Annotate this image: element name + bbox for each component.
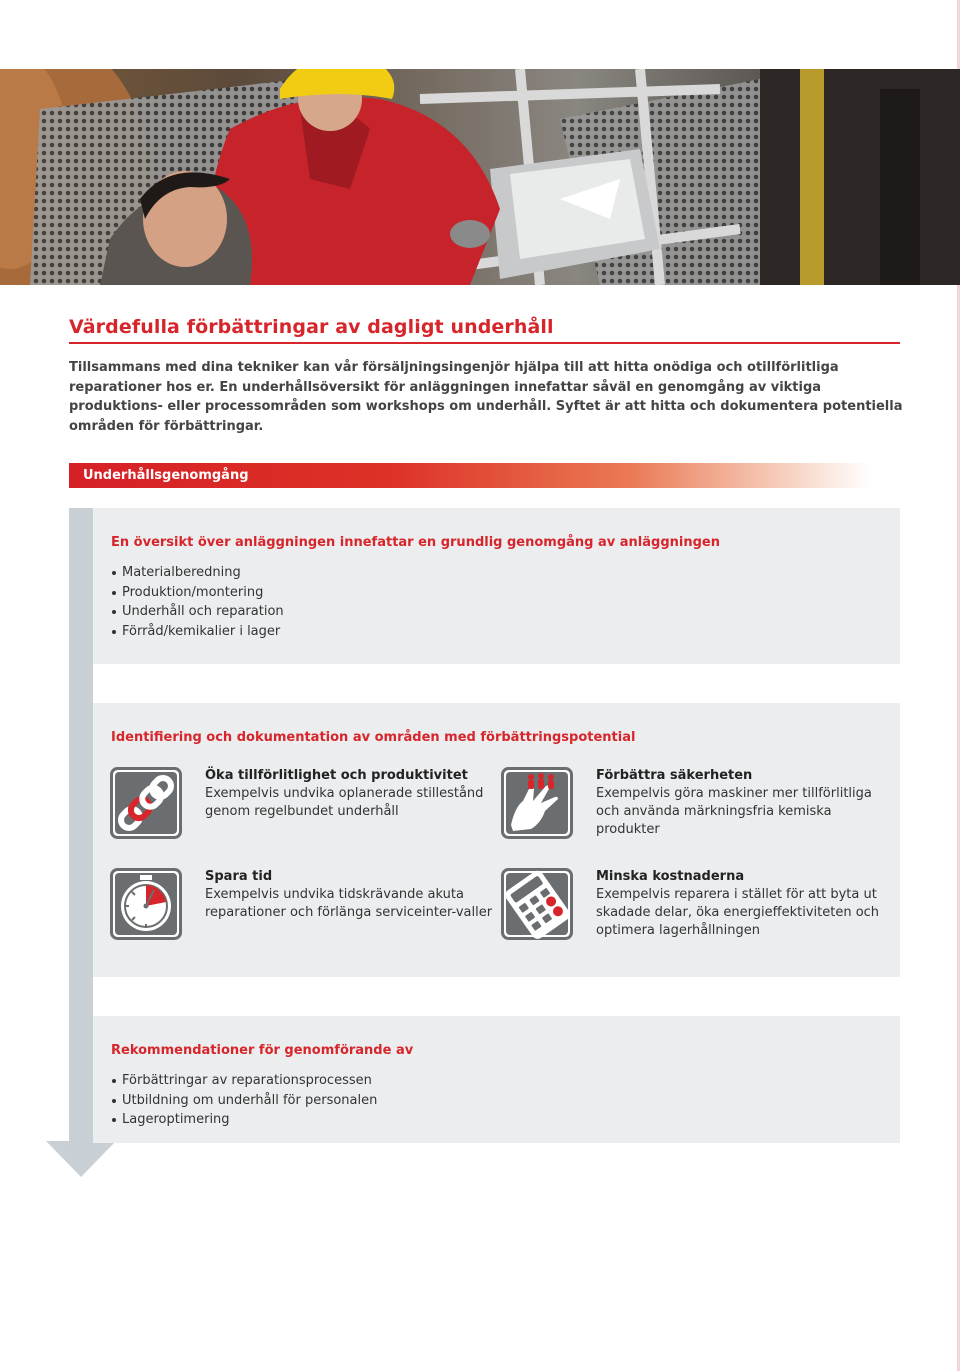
safety-hand-icon xyxy=(501,767,573,839)
overview-title: En översikt över anläggningen innefattar en grundlig genomgång av anläggningen xyxy=(111,535,720,550)
benefit-time xyxy=(110,868,493,944)
banner-label: Underhållsgenomgång xyxy=(83,468,249,483)
title-divider xyxy=(69,342,900,344)
section-banner xyxy=(69,463,871,488)
intro-paragraph: Tillsammans med dina tekniker kan vår försäljningsingenjör hjälpa till att hitta onödiga och otillförlitliga reparationer hos er. En underhållsöversikt för anläggningen innefattar såväl en genomgång av viktiga produktions- eller processområden som workshops om underhåll. Syftet är att hitta och dokumentera potentiella områden för förbättringar. xyxy=(69,360,903,434)
identification-title: Identifiering och dokumentation av områden med förbättringspotential xyxy=(111,730,636,745)
recommendations-title: Rekommendationer för genomförande av xyxy=(111,1043,414,1058)
overview-panel xyxy=(93,508,900,664)
list-item: Förbättringar av reparationsprocessen xyxy=(111,1071,377,1091)
list-item: Utbildning om underhåll för personalen xyxy=(111,1091,377,1111)
hero-photo xyxy=(0,69,960,285)
benefit-title: Förbättra säkerheten xyxy=(596,768,753,783)
overview-list xyxy=(111,563,284,641)
list-item: Produktion/montering xyxy=(111,583,284,603)
recommendations-list xyxy=(111,1071,377,1130)
list-item: Förråd/kemikalier i lager xyxy=(111,622,284,642)
list-item: Materialberedning xyxy=(111,563,284,583)
benefit-title: Öka tillförlitlighet och produktivitet xyxy=(205,768,468,783)
chain-icon xyxy=(110,767,182,839)
process-column xyxy=(69,508,93,1141)
benefit-text: Exempelvis göra maskiner mer tillförlitliga och använda märkningsfria kemiska produkter xyxy=(596,786,872,837)
benefit-title: Spara tid xyxy=(205,869,273,884)
calculator-icon xyxy=(501,868,573,940)
benefit-title: Minska kostnaderna xyxy=(596,869,745,884)
identification-panel xyxy=(93,703,900,977)
benefit-cost xyxy=(501,868,881,944)
page-title: Värdefulla förbättringar av dagligt underhåll xyxy=(69,316,554,338)
stopwatch-icon xyxy=(110,868,182,940)
benefit-text: Exempelvis reparera i stället för att byta ut skadade delar, öka energieffektiviteten och optimera lagerhållningen xyxy=(596,887,880,938)
benefit-reliability xyxy=(110,767,490,843)
process-arrow-icon xyxy=(46,1141,116,1177)
list-item: Underhåll och reparation xyxy=(111,602,284,622)
benefit-text: Exempelvis undvika tidskrävande akuta reparationer och förlänga serviceinter-valler xyxy=(205,887,493,920)
benefit-safety xyxy=(501,767,881,843)
list-item: Lageroptimering xyxy=(111,1110,377,1130)
benefit-text: Exempelvis undvika oplanerade stillestånd genom regelbundet underhåll xyxy=(205,786,484,819)
recommendations-panel xyxy=(93,1016,900,1143)
